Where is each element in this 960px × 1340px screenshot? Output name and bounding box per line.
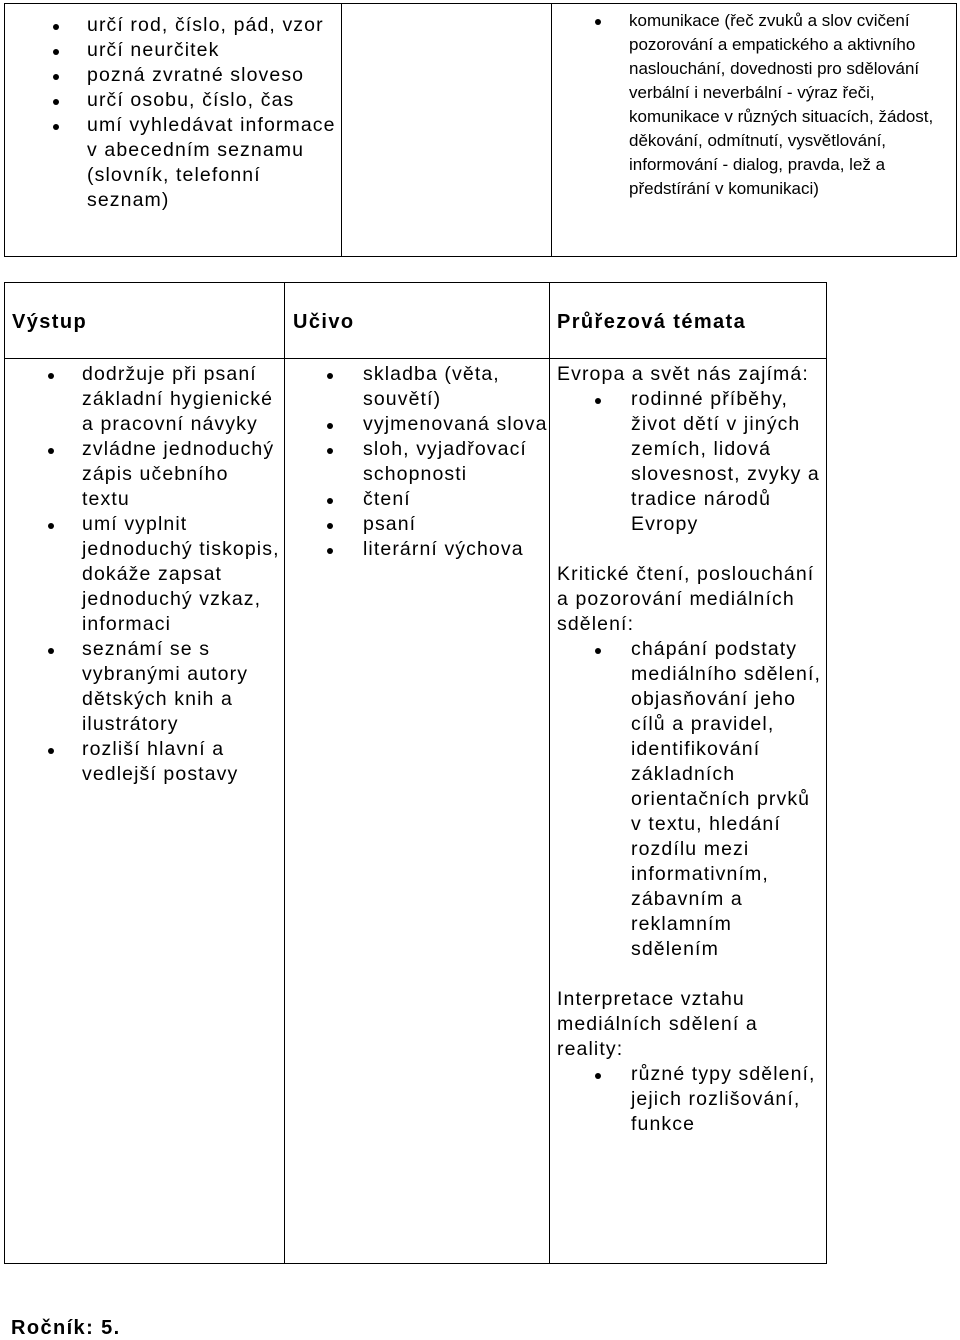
section-list (631, 637, 822, 962)
top-table-col-outputs (5, 4, 342, 256)
list-item: seznámí se s vybranými autory dětských knih a ilustrátory (82, 637, 282, 737)
list-item: určí osobu, číslo, čas (87, 88, 337, 113)
section-title: Evropa a svět nás zajímá: (557, 363, 809, 385)
header-vystup: Výstup (12, 311, 88, 333)
list-item: rodinné příběhy, život dětí v jiných zemích, lidová slovesnost, zvyky a tradice národů Evropy (631, 387, 822, 537)
list-item: pozná zvratné sloveso (87, 63, 337, 88)
header-ucivo: Učivo (293, 311, 355, 333)
list-item: skladba (věta, souvětí) (363, 362, 548, 412)
list-item: zvládne jednoduchý zápis učebního textu (82, 437, 282, 512)
grade-label: Ročník: 5. (11, 1317, 121, 1339)
list-item: určí neurčitek (87, 38, 337, 63)
header-temata: Průřezová témata (557, 311, 747, 333)
list-item: psaní (363, 512, 548, 537)
column-divider (549, 283, 550, 1263)
list-item: umí vyhledávat informace v abecedním seznamu (slovník, telefonní seznam) (87, 114, 336, 211)
temata-section (557, 562, 822, 962)
table-header-row (5, 283, 826, 359)
list-item: čtení (363, 487, 548, 512)
top-table-col-curriculum (342, 4, 552, 256)
ucivo-list (363, 362, 548, 562)
list-item: vyjmenovaná slova (363, 413, 548, 435)
column-divider (284, 283, 285, 1263)
list-item: komunikace (řeč zvuků a slov cvičení pozorování a empatického a aktivního naslouchání, dovednosti pro sdělování verbální i neverbální - výraz řeči, komunikace v různých situacích, žádost, děkování, odmítnutí, vysvětlování, informování - dialog, pravda, lež a předstírání v komunikaci) (629, 9, 949, 201)
list-item: umí vyplnit jednoduchý tiskopis, dokáže zapsat jednoduchý vzkaz, informaci (82, 512, 282, 637)
vystup-list (82, 362, 282, 787)
list-item: sloh, vyjadřovací schopnosti (363, 437, 548, 487)
top-outputs-list (87, 13, 337, 213)
temata-section (557, 362, 822, 537)
section-title: Kritické čtení, poslouchání a pozorování mediálních sdělení: (557, 563, 815, 635)
list-item: určí rod, číslo, pád, vzor (87, 13, 337, 38)
list-item: dodržuje při psaní základní hygienické a pracovní návyky (82, 362, 282, 437)
section-list (631, 387, 822, 537)
list-item: různé typy sdělení, jejich rozlišování, funkce (631, 1062, 822, 1137)
top-topics-list (629, 9, 949, 201)
list-item: rozliší hlavní a vedlejší postavy (82, 737, 282, 787)
temata-section (557, 987, 822, 1137)
list-item: literární výchova (363, 537, 548, 562)
section-title: Interpretace vztahu mediálních sdělení a reality: (557, 988, 758, 1060)
list-item: chápání podstaty mediálního sdělení, objasňování jeho cílů a pravidel, identifikování základních orientačních prvků v textu, hledání rozdílu mezi informativním, zábavním a reklamním sdělením (631, 638, 822, 960)
section-list (631, 1062, 822, 1137)
temata-column (557, 362, 822, 1162)
